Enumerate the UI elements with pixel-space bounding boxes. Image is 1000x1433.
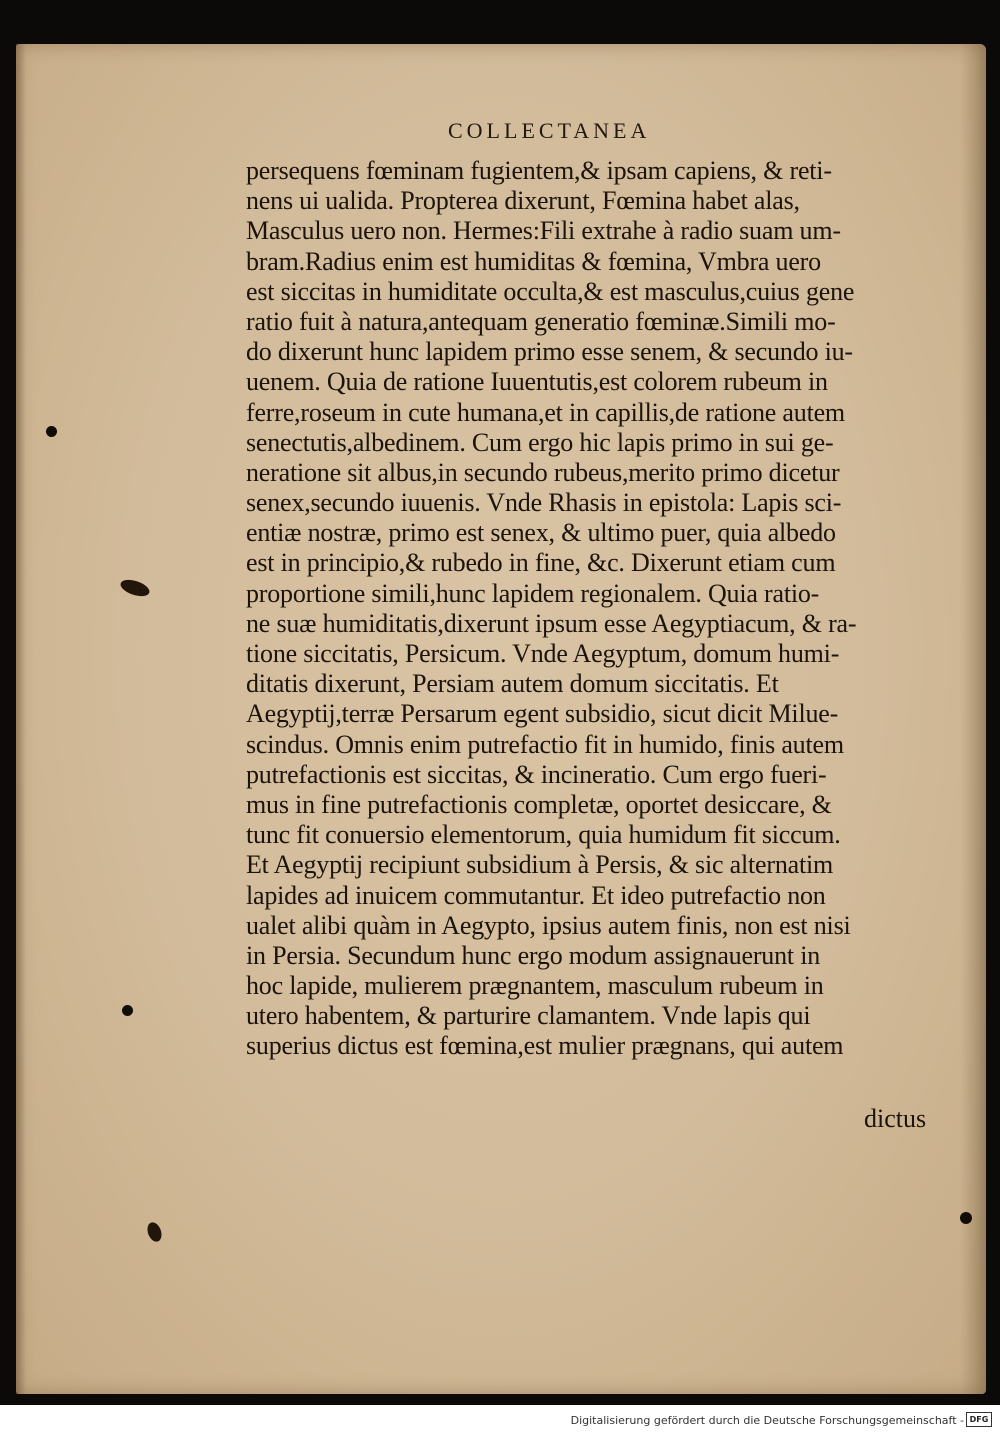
text-line: proportione simili,hunc lapidem regionalem. Quia ratio- [246, 578, 820, 608]
text-line: utero habentem, & parturire clamantem. Vnde lapis qui [246, 1001, 811, 1031]
text-line: putrefactionis est siccitas, & incineratio. Cum ergo fueri- [246, 759, 827, 789]
text-line: ne suæ humiditatis,dixerunt ipsum esse Aegyptiacum, & ra- [246, 608, 857, 638]
running-head: COLLECTANEA [448, 118, 651, 143]
text-line: est siccitas in humiditate occulta,& est masculus,cuius gene [246, 276, 855, 306]
text-line: est in principio,& rubedo in fine, &c. Dixerunt etiam cum [246, 548, 836, 578]
text-line: mus in fine putrefactionis completæ, oportet desiccare, & [246, 789, 832, 819]
ink-blot-mark [119, 577, 152, 600]
text-line: uenem. Quia de ratione Iuuentutis,est colorem rubeum in [246, 367, 828, 397]
catchword: dictus [864, 1104, 927, 1133]
text-line: lapides ad inuicem commutantur. Et ideo putrefactio non [246, 880, 826, 910]
text-line: tione siccitatis, Persicum. Vnde Aegyptum, domum humi- [246, 639, 840, 668]
wormhole-mark [46, 426, 57, 437]
text-line: hoc lapide, mulierem prægnantem, masculum rubeum in [246, 971, 824, 1001]
text-line: do dixerunt hunc lapidem primo esse senem, & secundo iu- [246, 337, 853, 367]
wormhole-mark [122, 1005, 133, 1016]
dfg-logo: DFG [966, 1412, 992, 1427]
text-line: superius dictus est fœmina,est mulier prægnans, qui autem [246, 1031, 844, 1061]
text-line: persequens fœminam fugientem,& ipsam capiens, & reti- [246, 156, 832, 185]
text-line: nens ui ualida. Propterea dixerunt, Fœmina habet alas, [246, 186, 800, 216]
funding-credit: Digitalisierung gefördert durch die Deutsche Forschungsgemeinschaft - [570, 1414, 964, 1427]
footer-bar [0, 1405, 1000, 1433]
text-line: ratio fuit à natura,antequam generatio fœminæ.Simili mo- [246, 306, 836, 336]
text-line: ditatis dixerunt, Persiam autem domum siccitatis. Et [246, 669, 779, 699]
text-line: Masculus uero non. Hermes:Fili extrahe à radio suam um- [246, 216, 841, 246]
page-left-edge [16, 44, 26, 1394]
body-text [246, 156, 950, 1062]
text-line: ferre,roseum in cute humana,et in capillis,de ratione autem [246, 397, 845, 427]
ink-blot-mark [145, 1220, 164, 1243]
page-gutter-shadow [960, 44, 986, 1394]
text-line: entiæ nostræ, primo est senex, & ultimo puer, quia albedo [246, 518, 836, 548]
wormhole-mark [960, 1212, 972, 1224]
text-line: senex,secundo iuuenis. Vnde Rhasis in epistola: Lapis sci- [246, 488, 842, 518]
text-line: Aegyptij,terræ Persarum egent subsidio, sicut dicit Milue- [246, 699, 839, 729]
text-line: senectutis,albedinem. Cum ergo hic lapis primo in sui ge- [246, 427, 834, 457]
text-line: scindus. Omnis enim putrefactio fit in humido, finis autem [246, 729, 844, 759]
text-line: in Persia. Secundum hunc ergo modum assignauerunt in [246, 940, 821, 970]
text-line: ualet alibi quàm in Aegypto, ipsius autem finis, non est nisi [246, 910, 851, 940]
text-line: neratione sit albus,in secundo rubeus,merito primo dicetur [246, 457, 840, 487]
book-page [16, 44, 986, 1394]
text-line: bram.Radius enim est humiditas & fœmina, Vmbra uero [246, 246, 821, 276]
text-line: tunc fit conuersio elementorum, quia humidum fit siccum. [246, 820, 841, 850]
text-line: Et Aegyptij recipiunt subsidium à Persis, & sic alternatim [246, 850, 834, 880]
